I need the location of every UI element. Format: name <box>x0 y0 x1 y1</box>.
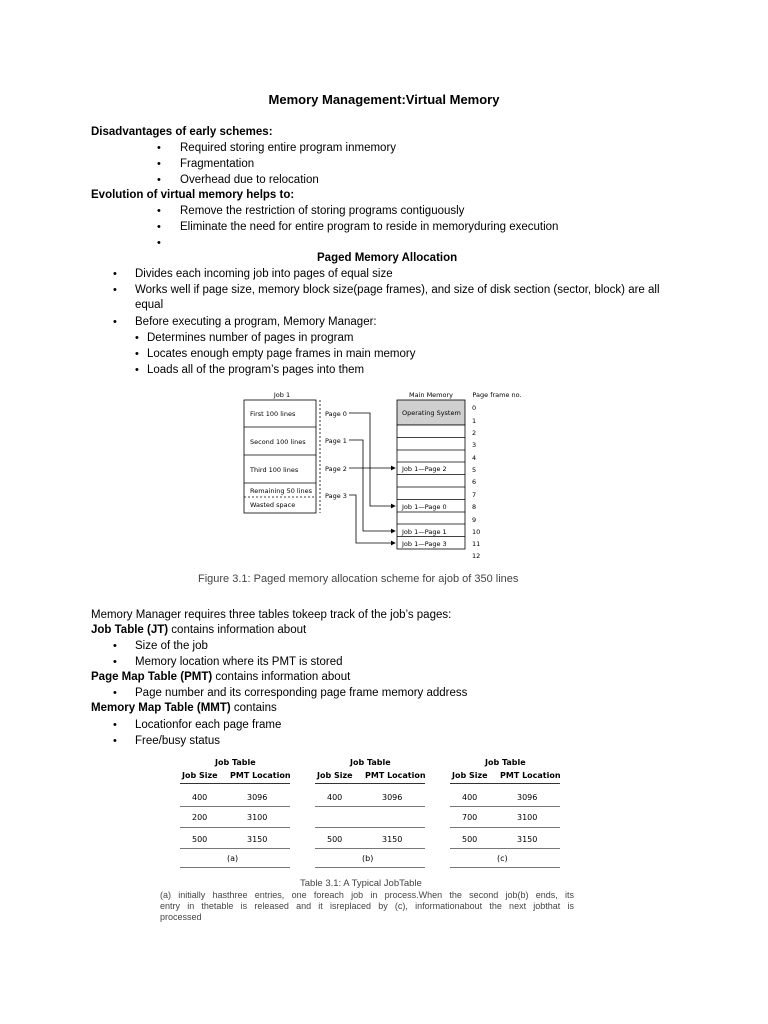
jt-rest: contains information about <box>168 624 307 636</box>
memory-cell-label: Job 1—Page 2 <box>402 465 447 473</box>
table-cell: 3150 <box>247 835 268 844</box>
bullet-icon: • <box>113 719 117 731</box>
job-table-col-header: PMT Location <box>365 771 426 780</box>
pmt-rest: contains information about <box>212 671 351 683</box>
sub-list-item: Determines number of pages in program <box>147 332 354 344</box>
list-item: Size of the job <box>135 640 208 652</box>
job-block-label: Wasted space <box>250 501 296 509</box>
frame-number: 0 <box>472 404 477 412</box>
table-cell: 400 <box>327 793 343 802</box>
frame-number: 9 <box>472 516 477 524</box>
list-item: Divides each incoming job into pages of equal size <box>135 268 393 280</box>
list-item: Eliminate the need for entire program to reside in memoryduring execution <box>180 221 559 233</box>
caption-line: (a) initially hasthree entries, one foreach job in process.When the second job(b) ends, its <box>160 890 574 900</box>
job-table-col-header: Job Size <box>182 771 218 780</box>
bullet-icon: • <box>113 316 117 328</box>
memory-cell-label: Job 1—Page 1 <box>402 528 447 536</box>
table-cell: 3096 <box>247 793 268 802</box>
list-item: Before executing a program, Memory Manager: <box>135 316 377 328</box>
bullet-icon: • <box>113 687 117 699</box>
figure-caption: Figure 3.1: Paged memory allocation scheme for ajob of 350 lines <box>198 573 519 585</box>
memory-cell-label: Job 1—Page 3 <box>402 540 447 548</box>
job-block-label: Second 100 lines <box>250 438 306 446</box>
bullet-icon: • <box>135 332 139 344</box>
page-label: Page 0 <box>325 410 347 418</box>
job-table-c <box>450 756 560 871</box>
bullet-icon: • <box>157 205 161 217</box>
page-label: Page 2 <box>325 465 347 473</box>
paged-allocation-diagram <box>238 386 528 566</box>
job-table-a <box>180 756 290 871</box>
table-cell: 3100 <box>247 813 268 822</box>
job-table-b <box>315 756 425 871</box>
frame-number: 11 <box>472 540 481 548</box>
frame-number: 1 <box>472 417 477 425</box>
sub-list-item: Loads all of the program’s pages into them <box>147 364 365 376</box>
table-cell: 500 <box>462 835 478 844</box>
table-cell: 500 <box>327 835 343 844</box>
memory-cell-label: Job 1—Page 0 <box>402 503 447 511</box>
mmt-rest: contains <box>230 702 277 714</box>
job-table-title: Job Table <box>215 758 256 767</box>
bullet-icon: • <box>157 142 161 154</box>
bullet-icon: • <box>113 268 117 280</box>
list-item: Locationfor each page frame <box>135 719 282 731</box>
table-caption-title: Table 3.1: A Typical JobTable <box>300 878 422 889</box>
mmt-line <box>91 701 277 716</box>
table-cell: 3150 <box>517 835 538 844</box>
bullet-icon: • <box>113 656 117 668</box>
table-sublabel: (a) <box>227 854 239 863</box>
table-cell: 700 <box>462 813 478 822</box>
list-item: Page number and its corresponding page frame memory address <box>135 687 468 699</box>
job-table-col-header: PMT Location <box>230 771 291 780</box>
bullet-icon: • <box>113 284 117 296</box>
bullet-icon: • <box>135 364 139 376</box>
job-table-title: Job Table <box>485 758 526 767</box>
list-item: Free/busy status <box>135 735 221 747</box>
table-cell: 3096 <box>517 793 538 802</box>
caption-line: entry in thetable is released and it isreplaced by (c), informationabout the next jobthat is <box>160 901 574 911</box>
list-item: Fragmentation <box>180 158 255 170</box>
list-item: Works well if page size, memory block size(page frames), and size of disk section (sector, block) are all <box>135 284 660 296</box>
job-table-col-header: PMT Location <box>500 771 561 780</box>
table-cell: 500 <box>192 835 208 844</box>
bullet-icon: • <box>157 158 161 170</box>
bullet-icon: • <box>157 221 161 233</box>
bullet-icon: • <box>157 174 161 186</box>
table-cell: 400 <box>192 793 208 802</box>
memory-column <box>397 400 465 549</box>
caption-line: processed <box>160 912 202 922</box>
bullet-icon: • <box>157 237 161 249</box>
frame-number: 4 <box>472 454 477 462</box>
frame-number: 5 <box>472 466 477 474</box>
frame-numbers <box>472 404 480 560</box>
jt-line <box>91 623 306 638</box>
table-cell: 3100 <box>517 813 538 822</box>
job-table-col-header: Job Size <box>452 771 488 780</box>
tables-intro: Memory Manager requires three tables tokeep track of the job’s pages: <box>91 609 452 621</box>
table-cell: 200 <box>192 813 208 822</box>
table-sublabel: (c) <box>497 854 508 863</box>
job-label: Job 1 <box>273 391 291 399</box>
pmt-line <box>91 670 350 685</box>
list-item: Overhead due to relocation <box>180 174 319 186</box>
job-table-col-header: Job Size <box>317 771 353 780</box>
mmt-label: Memory Map Table (MMT) <box>91 702 231 714</box>
table-cell: 3150 <box>382 835 403 844</box>
table-cell: 400 <box>462 793 478 802</box>
page-frame-label: Page frame no. <box>472 391 522 399</box>
frame-number: 10 <box>472 528 481 536</box>
memory-cell-label: Operating System <box>402 409 461 417</box>
paged-heading: Paged Memory Allocation <box>317 252 458 264</box>
list-item: Memory location where its PMT is stored <box>135 656 343 668</box>
frame-number: 12 <box>472 552 481 560</box>
page-label: Page 3 <box>325 492 347 500</box>
frame-number: 6 <box>472 478 477 486</box>
page-title: Memory Management:Virtual Memory <box>268 92 500 107</box>
job-block-label: Remaining 50 lines <box>250 487 313 495</box>
job-table-title: Job Table <box>350 758 391 767</box>
bullet-icon: • <box>135 348 139 360</box>
disadvantages-heading: Disadvantages of early schemes: <box>91 126 273 138</box>
jt-label: Job Table (JT) <box>91 624 169 636</box>
pmt-label: Page Map Table (PMT) <box>91 671 213 683</box>
bullet-icon: • <box>113 735 117 747</box>
job-block-label: First 100 lines <box>250 410 296 418</box>
list-item-continuation: equal <box>135 299 164 311</box>
evolution-heading: Evolution of virtual memory helps to: <box>91 189 295 201</box>
frame-number: 2 <box>472 429 477 437</box>
table-cell: 3096 <box>382 793 403 802</box>
table-caption-body <box>160 890 574 923</box>
frame-number: 7 <box>472 491 477 499</box>
frame-number: 8 <box>472 503 477 511</box>
job-block-label: Third 100 lines <box>250 466 299 474</box>
page-mapping-arrows <box>349 413 395 543</box>
page-label: Page 1 <box>325 437 347 445</box>
bullet-icon: • <box>113 640 117 652</box>
list-item: Required storing entire program inmemory <box>180 142 397 154</box>
list-item: Remove the restriction of storing programs contiguously <box>180 205 465 217</box>
main-memory-label: Main Memory <box>408 391 454 399</box>
table-sublabel: (b) <box>362 854 374 863</box>
sub-list-item: Locates enough empty page frames in main memory <box>147 348 416 360</box>
frame-number: 3 <box>472 441 477 449</box>
